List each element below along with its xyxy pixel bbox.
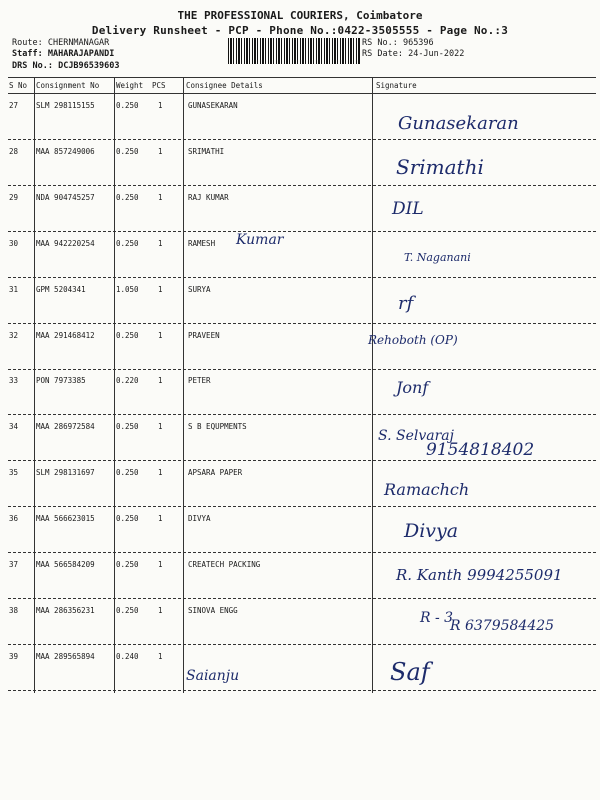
row-pcs: 1 — [158, 652, 163, 661]
drs-line — [12, 61, 120, 72]
row-consignee: SRIMATHI — [188, 147, 225, 156]
row-pcs: 1 — [158, 147, 163, 156]
staff-line — [12, 49, 114, 60]
row-pcs: 1 — [158, 422, 163, 431]
row-divider — [8, 323, 596, 324]
staff-label: Staff: — [12, 49, 43, 59]
col-divider — [34, 77, 35, 693]
row-consignee: CREATECH PACKING — [188, 560, 261, 569]
row-weight: 0.250 — [116, 101, 139, 110]
row-sno: 37 — [9, 560, 19, 569]
row-consignee: SURYA — [188, 285, 211, 294]
row-divider — [8, 552, 596, 553]
row-consignment-no: MAA 291468412 — [36, 331, 95, 340]
row-weight: 0.250 — [116, 193, 139, 202]
row-pcs: 1 — [158, 285, 163, 294]
row-weight: 0.240 — [116, 652, 139, 661]
rs-no-line — [362, 38, 434, 49]
row-weight: 0.250 — [116, 331, 139, 340]
row-sno: 35 — [9, 468, 19, 477]
table-top-rule — [8, 77, 596, 78]
rs-date-label: RS Date: — [362, 49, 403, 59]
col-header-weight: Weight — [116, 81, 144, 90]
company-title: THE PROFESSIONAL COURIERS, Coimbatore — [177, 9, 423, 22]
row-consignee: APSARA PAPER — [188, 468, 243, 477]
row-divider — [8, 414, 596, 415]
row-weight: 0.250 — [116, 422, 139, 431]
row-divider — [8, 139, 596, 140]
row-pcs: 1 — [158, 331, 163, 340]
row-weight: 0.250 — [116, 239, 139, 248]
row-divider — [8, 277, 596, 278]
row-sno: 30 — [9, 239, 19, 248]
row-signature: DIL — [392, 199, 424, 219]
row-pcs: 1 — [158, 468, 163, 477]
row-consignment-no: MAA 286356231 — [36, 606, 95, 615]
row-signature: Ramachch — [384, 480, 470, 499]
row-sno: 34 — [9, 422, 19, 431]
drs-label: DRS No.: — [12, 61, 53, 71]
row-consignment-no: SLM 298115155 — [36, 101, 95, 110]
row-signature: 9154818402 — [426, 440, 535, 460]
row-divider — [8, 690, 596, 691]
handwritten-note: Kumar — [236, 232, 284, 248]
row-consignment-no: MAA 566584209 — [36, 560, 95, 569]
row-weight: 0.250 — [116, 147, 139, 156]
row-consignment-no: MAA 566623015 — [36, 514, 95, 523]
row-sno: 39 — [9, 652, 19, 661]
row-weight: 0.250 — [116, 606, 139, 615]
col-divider — [114, 77, 115, 693]
row-pcs: 1 — [158, 239, 163, 248]
route-label: Route: — [12, 38, 43, 48]
row-sno: 38 — [9, 606, 19, 615]
row-signature: Saf — [390, 658, 430, 686]
rs-date-value: 24-Jun-2022 — [408, 49, 465, 59]
row-sno: 33 — [9, 376, 19, 385]
row-consignment-no: PON 7973385 — [36, 376, 86, 385]
row-signature: Divya — [404, 520, 459, 542]
header-bottom-rule — [8, 93, 596, 94]
row-consignee: RAJ KUMAR — [188, 193, 229, 202]
col-header-sno: S No — [9, 81, 28, 90]
row-pcs: 1 — [158, 193, 163, 202]
row-consignment-no: MAA 286972584 — [36, 422, 95, 431]
runsheet-subtitle: Delivery Runsheet - PCP - Phone No.:0422-3505555 - Page No.:3 — [91, 24, 509, 37]
row-consignee: GUNASEKARAN — [188, 101, 238, 110]
row-weight: 0.250 — [116, 468, 139, 477]
row-divider — [8, 506, 596, 507]
rs-date-line — [362, 49, 464, 60]
row-weight: 0.220 — [116, 376, 139, 385]
row-consignment-no: MAA 289565894 — [36, 652, 95, 661]
row-consignee: PETER — [188, 376, 211, 385]
row-pcs: 1 — [158, 514, 163, 523]
row-signature: Rehoboth (OP) — [368, 333, 458, 347]
row-signature: Gunasekaran — [398, 113, 519, 134]
row-consignee: S B EQUPMENTS — [188, 422, 247, 431]
row-sno: 31 — [9, 285, 19, 294]
row-signature: T. Naganani — [404, 251, 471, 264]
row-signature: Jonf — [396, 378, 429, 397]
row-sno: 27 — [9, 101, 19, 110]
row-sno: 29 — [9, 193, 19, 202]
rs-no-value: 965396 — [402, 38, 434, 48]
row-consignment-no: NDA 904745257 — [36, 193, 95, 202]
handwritten-note: R - 3 — [420, 610, 454, 626]
row-divider — [8, 644, 596, 645]
row-weight: 1.050 — [116, 285, 139, 294]
staff-value: MAHARAJAPANDI — [47, 49, 115, 59]
col-header-consignee: Consignee Details — [186, 81, 263, 90]
row-signature: R. Kanth 9994255091 — [396, 566, 563, 584]
col-header-signature: Signature — [376, 81, 417, 90]
row-pcs: 1 — [158, 560, 163, 569]
row-pcs: 1 — [158, 606, 163, 615]
row-consignment-no: MAA 857249006 — [36, 147, 95, 156]
col-divider — [183, 77, 184, 693]
barcode-image — [228, 38, 360, 64]
row-divider — [8, 369, 596, 370]
row-signature: R 6379584425 — [450, 618, 555, 634]
row-consignee: PRAVEEN — [188, 331, 220, 340]
col-divider — [372, 77, 373, 693]
row-sno: 36 — [9, 514, 19, 523]
handwritten-note: S. Selvaraj — [378, 428, 454, 444]
rs-no-label: RS No.: — [362, 38, 398, 48]
row-divider — [8, 185, 596, 186]
row-consignee: DIVYA — [188, 514, 211, 523]
row-consignment-no: GPM 5204341 — [36, 285, 86, 294]
route-value: CHERNMANAGAR — [47, 38, 110, 48]
col-header-consignment: Consignment No — [36, 81, 100, 90]
row-sno: 32 — [9, 331, 19, 340]
row-signature: Srimathi — [396, 155, 484, 179]
route-line — [12, 38, 109, 49]
row-sno: 28 — [9, 147, 19, 156]
row-pcs: 1 — [158, 376, 163, 385]
row-weight: 0.250 — [116, 514, 139, 523]
row-divider — [8, 598, 596, 599]
col-header-pcs: PCS — [152, 81, 166, 90]
row-divider — [8, 231, 596, 232]
row-consignee: SINOVA ENGG — [188, 606, 238, 615]
handwritten-consignee: Saianju — [186, 668, 240, 684]
row-divider — [8, 460, 596, 461]
row-weight: 0.250 — [116, 560, 139, 569]
row-consignment-no: MAA 942220254 — [36, 239, 95, 248]
drs-value: DCJB96539603 — [58, 61, 120, 71]
row-signature: rf — [398, 293, 414, 314]
row-consignee: RAMESH — [188, 239, 216, 248]
row-pcs: 1 — [158, 101, 163, 110]
row-consignment-no: SLM 298131697 — [36, 468, 95, 477]
